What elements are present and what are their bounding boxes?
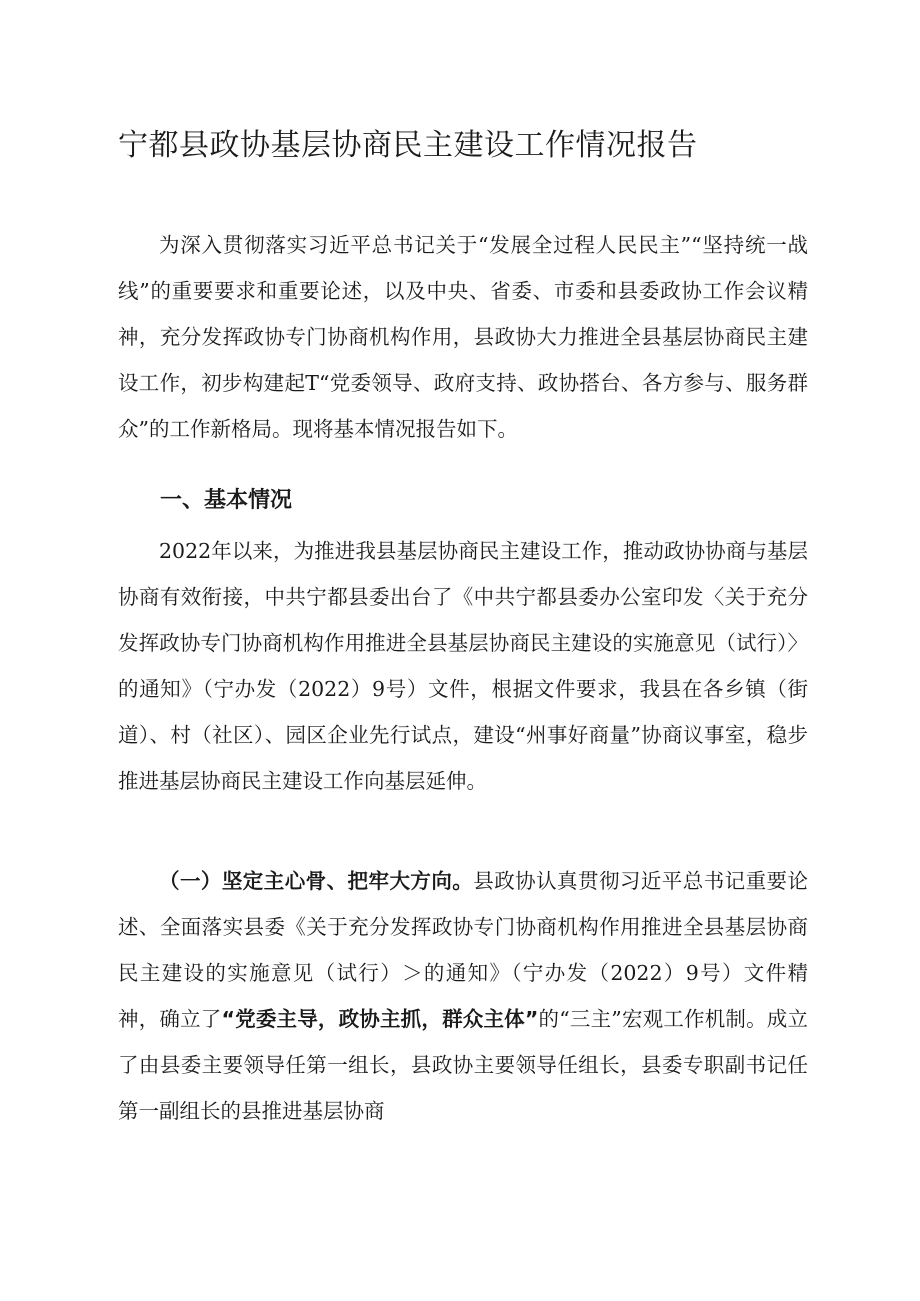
section-heading-basic-situation: 一、基本情况 — [160, 488, 293, 513]
section-paragraph: 2022年以来，为推进我县基层协商民主建设工作，推动政协协商与基层协商有效衔接，中共宁都县委出台了《中共宁都县委办公室印发〈关于充分发挥政协专门协商机构作用推进全县基层协商民主建设的实施意见（试行）〉的通知》（宁办发（2022）9号）文件，根据文件要求，我县在各乡镇（街道）、村（社区）、园区企业先行试点，建设“州事好商量”协商议事室，稳步推进基层协商民主建设工作向基层延伸。 — [118, 539, 808, 793]
document-title: 宁都县政协基层协商民主建设工作情况报告 — [118, 128, 698, 163]
intro-paragraph: 为深入贯彻落实习近平总书记关于“发展全过程人民民主”“坚持统一战线”的重要要求和重要论述，以及中央、省委、市委和县委政协工作会议精神，充分发挥政协专门协商机构作用，县政协大力推进全县基层协商民主建设工作，初步构建起T“党委领导、政府支持、政协搭台、各方参与、服务群众”的工作新格局。现将基本情况报告如下。 — [118, 233, 808, 441]
subsection-text-a: 县政协认真贯彻习近平总书记重要论述、全面落实县委《关于充分发挥政协专门协商机构作用推进全县基层协商民主建设的实施意见（试行）＞的通知》（宁办发（2022）9号）文件精神，确立了 — [118, 869, 808, 1031]
subsection-text-b: 的“三主”宏观工作机制。成立了由县委主要领导任第一组长，县政协主要领导任组长，县委专职副书记任第一副组长的县推进基层协商 — [118, 1007, 808, 1123]
subsection-emphasis: “党委主导，政协主抓，群众主体” — [221, 1007, 539, 1031]
subsection-lead: （一）坚定主心骨、把牢大方向。 — [159, 869, 474, 893]
subsection-paragraph — [118, 858, 808, 1134]
